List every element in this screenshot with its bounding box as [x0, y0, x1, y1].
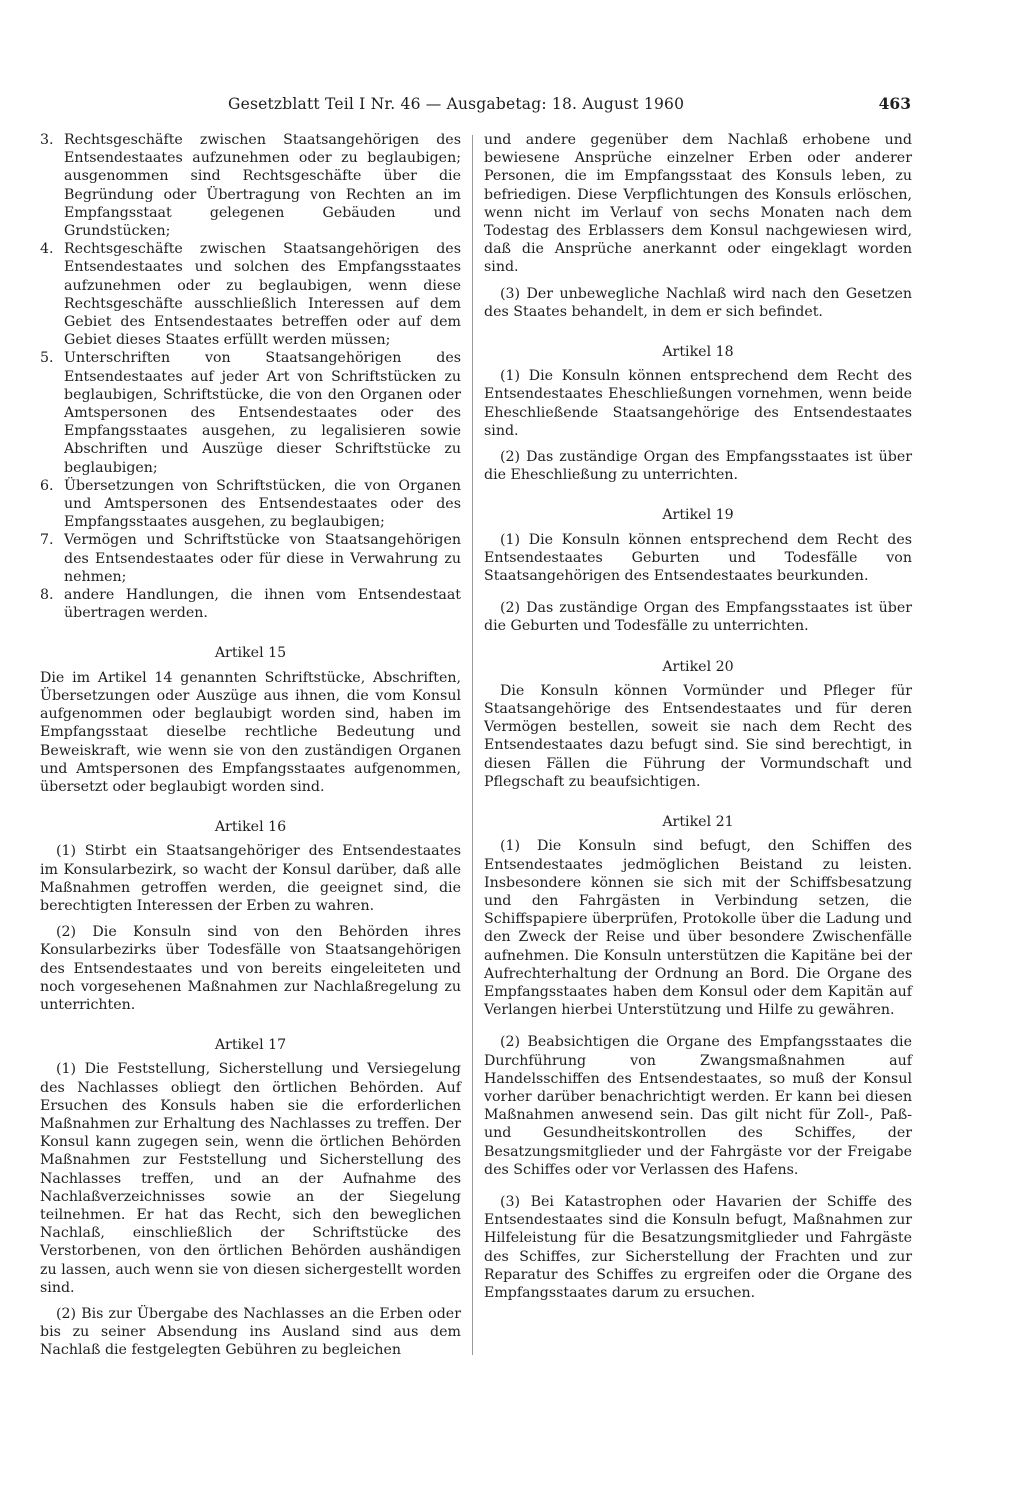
article-paragraph: (1) Die Konsuln können entsprechend dem Recht des Entsendestaates Geburten und Todesfälle von Staatsangehörigen des Entsendestaates beurkunden. [484, 531, 912, 585]
list-item-number: 4. [40, 241, 54, 258]
column-divider [472, 135, 473, 1355]
page-header [228, 93, 911, 123]
list-item-number: 3. [40, 132, 54, 148]
article-paragraph: (1) Die Konsuln sind befugt, den Schiffen des Entsendestaates jedmöglichen Beistand zu leisten. Insbesondere können sie sich mit der Schiffsbesatzung und den Fahrgästen in Verbindung setzen, die Schiffspapiere überprüfen, Protokolle über die Ladung und den Zweck der Reise und über besondere Zwischenfälle aufnehmen. Die Konsuln unterstützen die Kapitäne bei der Aufrechterhaltung der Ordnung an Bord. Die Organe des Empfangsstaates haben dem Konsul oder dem Kapitän auf Verlangen hierbei Unterstützung und Hilfe zu gewähren. [484, 838, 912, 1019]
article-paragraph: (1) Stirbt ein Staatsangehöriger des Entsendestaates im Konsularbezirk, so wacht der Konsul darüber, daß alle Maßnahmen getroffen werden, die geeignet sind, die berechtigten Interessen der Erben zu wahren. [40, 843, 461, 914]
article-heading: Artikel 20 [662, 658, 734, 675]
list-item-text: Rechtsgeschäfte zwischen Staatsangehörigen des Entsendestaates und solchen des Empfangsstaates aufzunehmen oder zu beglaubigen, wenn diese Rechtsgeschäfte ausschließlich Interessen auf dem Gebiet des Entsendestaates betreffen oder auf dem Gebiet dieses Staates erfüllt werden müssen; [64, 241, 461, 349]
list-item [40, 531, 461, 586]
article-heading: Artikel 19 [662, 507, 734, 524]
list-item-text: andere Handlungen, die ihnen vom Entsendestaat übertragen werden. [64, 587, 461, 622]
article-paragraph: (2) Beabsichtigen die Organe des Empfangsstaates die Durchführung von Zwangsmaßnahmen auf Handelsschiffen des Entsendestaates, so muß der Konsul vorher darüber benachrichtigt werden. Er kann bei diesen Maßnahmen anwesend sein. Das gilt nicht für Zoll-, Paß- und Gesundheitskontrollen des Schiffes, der Besatzungsmitglieder und der Fahrgäste vor der Freigabe des Schiffes oder vor Verlassen des Hafens. [484, 1034, 912, 1178]
list-item-number: 5. [40, 350, 54, 367]
list-item [40, 477, 461, 532]
article-paragraph: (2) Das zuständige Organ des Empfangsstaates ist über die Eheschließung zu unterrichten. [484, 449, 912, 484]
list-item-text: Übersetzungen von Schriftstücken, die von Organen und Amtspersonen des Entsendestaates oder des Empfangsstaates ausgehen, zu beglaubigen; [64, 477, 461, 531]
article-paragraph: (1) Die Konsuln können entsprechend dem Recht des Entsendestaates Eheschließungen vornehmen, wenn beide Eheschließende Staatsangehörige des Entsendestaates sind. [484, 368, 912, 439]
article-paragraph: (2) Die Konsuln sind von den Behörden ihres Konsularbezirks über Todesfälle von Staatsangehörigen des Entsendestaates und von bereits eingeleiteten und noch vorgesehenen Maßnahmen zur Nachlaßregelung zu unterrichten. [40, 924, 461, 1013]
list-item-text: Vermögen und Schriftstücke von Staatsangehörigen des Entsendestaates oder für diese in Verwahrung zu nehmen; [64, 532, 461, 585]
article-paragraph: Die Konsuln können Vormünder und Pfleger für Staatsangehörige des Entsendestaates und für deren Vermögen bestellen, soweit sie nach dem Recht des Entsendestaates dazu befugt sind. Sie sind berechtigt, in diesen Fällen die Führung der Vormundschaft und Pflegschaft zu beaufsichtigen. [484, 682, 912, 790]
article-paragraph: (3) Der unbewegliche Nachlaß wird nach den Gesetzen des Staates behandelt, in dem er sich befindet. [484, 285, 912, 320]
list-item [40, 240, 461, 349]
article-paragraph: (3) Bei Katastrophen oder Havarien der Schiffe des Entsendestaates sind die Konsuln befugt, Maßnahmen zur Hilfeleistung für die Besatzungsmitglieder und Fahrgäste des Schiffes, zur Sicherstellung der Frachten und zur Reparatur des Schiffes zu ergreifen oder die Organe des Empfangsstaates darum zu ersuchen. [484, 1193, 912, 1301]
list-item [40, 586, 461, 622]
right-column [484, 131, 912, 1310]
article-heading: Artikel 17 [214, 1037, 287, 1054]
running-title: Gesetzblatt Teil I Nr. 46 — Ausgabetag: 18. August 1960 [228, 95, 685, 113]
article-paragraph: (2) Das zuständige Organ des Empfangsstaates ist über die Geburten und Todesfälle zu unterrichten. [484, 600, 912, 635]
list-item-number: 6. [40, 477, 54, 494]
article-heading: Artikel 16 [214, 819, 287, 836]
article-paragraph: (2) Bis zur Übergabe des Nachlasses an die Erben oder bis zu seiner Absendung ins Ausland sind aus dem Nachlaß die festgelegten Gebühren zu begleichen [40, 1305, 461, 1359]
list-item [40, 349, 461, 476]
list-item [40, 131, 461, 240]
article-heading: Artikel 15 [214, 645, 287, 662]
list-item-number: 8. [40, 587, 54, 604]
article-heading: Artikel 21 [662, 814, 734, 831]
article-heading: Artikel 18 [662, 344, 734, 361]
page-number: 463 [878, 94, 911, 113]
article-paragraph: und andere gegenüber dem Nachlaß erhobene und bewiesene Ansprüche einzelner Erben oder anderer Personen, die im Empfangsstaat des Konsuls leben, zu befriedigen. Diese Verpflichtungen des Konsuls erlöschen, wenn nicht im Verlauf von sechs Monaten nach dem Todestag des Erblassers dem Konsul nachgewiesen wird, daß die Ansprüche anerkannt oder eingeklagt worden sind. [484, 132, 912, 276]
left-column [40, 131, 461, 1368]
list-item-number: 7. [40, 532, 54, 549]
article-paragraph: (1) Die Feststellung, Sicherstellung und Versiegelung des Nachlasses obliegt den örtlichen Behörden. Auf Ersuchen des Konsuls haben sie die erforderlichen Maßnahmen zur Erhaltung des Nachlasses zu treffen. Der Konsul kann zugegen sein, wenn die örtlichen Behörden Maßnahmen zur Feststellung und Sicherstellung des Nachlasses treffen, und an der Aufnahme des Nachlaßverzeichnisses sowie an der Siegelung teilnehmen. Er hat das Recht, sich den beweglichen Nachlaß, einschließlich der Schriftstücke des Verstorbenen, von den örtlichen Behörden aushändigen zu lassen, auch wenn sie von diesen sichergestellt worden sind. [40, 1061, 461, 1296]
list-item-text: Unterschriften von Staatsangehörigen des Entsendestaates auf jeder Art von Schriftstücken zu beglaubigen, Schriftstücke, die von den Organen oder Amtspersonen des Entsendestaates oder des Empfangsstaates ausgehen, zu legalisieren sowie Abschriften und Auszüge dieser Schriftstücke zu beglaubigen; [64, 350, 461, 476]
article-paragraph: Die im Artikel 14 genannten Schriftstücke, Abschriften, Übersetzungen oder Auszüge aus ihnen, die vom Konsul aufgenommen oder beglaubigt worden sind, haben im Empfangsstaat dieselbe rechtliche Bedeutung und Beweiskraft, wie wenn sie von den zuständigen Organen und Amtspersonen des Empfangsstaates aufgenommen, übersetzt oder beglaubigt worden sind. [40, 669, 461, 795]
list-item-text: Rechtsgeschäfte zwischen Staatsangehörigen des Entsendestaates aufzunehmen oder zu beglaubigen; ausgenommen sind Rechtsgeschäfte über die Begründung oder Übertragung von Rechten an im Empfangsstaat gelegenen Gebäuden und Grundstücken; [64, 132, 461, 240]
